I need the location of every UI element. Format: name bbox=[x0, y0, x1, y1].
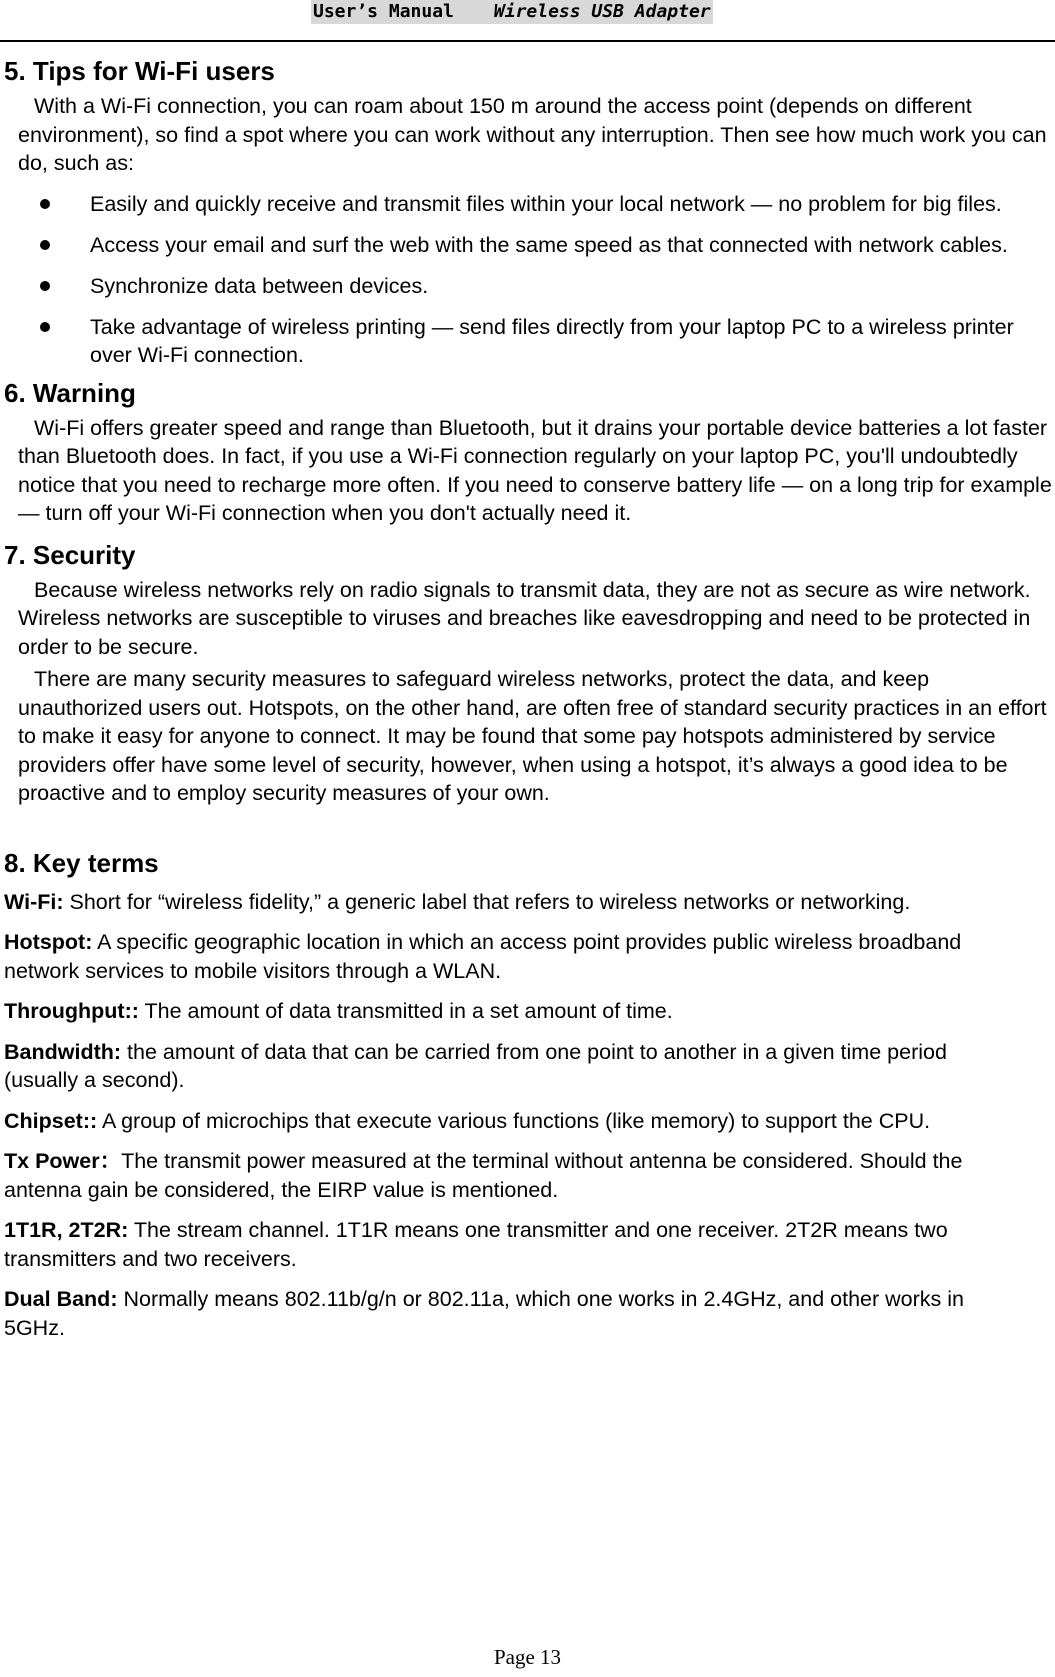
bullet-item bbox=[0, 313, 1055, 369]
bullet-text: Easily and quickly receive and transmit files within your local network — no problem for big files. bbox=[90, 191, 1002, 216]
term-definition: The transmit power measured at the terminal without antenna be considered. Should the antenna gain be considered, the EIRP value is mentioned. bbox=[4, 1149, 963, 1202]
section-paragraph: With a Wi-Fi connection, you can roam about 150 m around the access point (depends on different environment), so find a spot where you can work without any interruption. Then see how much work you can do, such as: bbox=[18, 94, 1047, 175]
section-paragraph: There are many security measures to safeguard wireless networks, protect the data, and keep unauthorized users out. Hotspots, on the other hand, are often free of standard security practices in an effort to make it easy for anyone to connect. It may be found that some pay hotspots administered by service providers offer have some level of security, however, when using a hotspot, it’s always a good idea to be proactive and to employ security measures of your own. bbox=[18, 667, 1047, 805]
section-tips bbox=[0, 54, 1055, 369]
term-name: Bandwidth: bbox=[4, 1039, 122, 1064]
bullet-text: Take advantage of wireless printing — send files directly from your laptop PC to a wireless printer over Wi-Fi connection. bbox=[90, 314, 1014, 367]
section-heading: 5. Tips for Wi-Fi users bbox=[4, 56, 275, 86]
term-name: Wi-Fi: bbox=[4, 889, 64, 914]
bullet-icon bbox=[40, 322, 50, 332]
bullet-text: Access your email and surf the web with the same speed as that connected with network cables. bbox=[90, 232, 1008, 257]
bullet-item bbox=[0, 231, 1055, 259]
term-definition: The amount of data transmitted in a set amount of time. bbox=[138, 999, 673, 1023]
page-number: Page 13 bbox=[493, 1645, 562, 1669]
term-entry bbox=[4, 1038, 1055, 1095]
term-entry bbox=[4, 928, 1055, 985]
section-heading: 8. Key terms bbox=[4, 847, 159, 878]
document-body bbox=[0, 54, 1055, 1354]
term-name: Tx Power： bbox=[4, 1149, 122, 1173]
term-definition: the amount of data that can be carried from one point to another in a given time period (usually a second). bbox=[4, 1039, 947, 1092]
term-name: Chipset:: bbox=[4, 1108, 98, 1133]
term-entry bbox=[4, 1107, 1055, 1136]
section-heading: 7. Security bbox=[4, 539, 136, 570]
header-product-title: Wireless USB Adapter bbox=[493, 1, 711, 22]
section-paragraph: Wi-Fi offers greater speed and range than Bluetooth, but it drains your portable device batteries a lot faster than Bluetooth does. In fact, if you use a Wi-Fi connection regularly on your laptop PC, you'll undoubtedly notice that you need to recharge more often. If you need to conserve battery life — on a long trip for example — turn off your Wi-Fi connection when you don't actually need it. bbox=[18, 415, 1052, 525]
term-definition: Short for “wireless fidelity,” a generic label that refers to wireless networks or networking. bbox=[63, 889, 911, 914]
section-paragraph: Because wireless networks rely on radio signals to transmit data, they are not as secure as wire network. Wireless networks are susceptible to viruses and breaches like eavesdropping and need to be protected in order to be secure. bbox=[18, 577, 1031, 659]
term-name: Hotspot: bbox=[4, 930, 93, 954]
header-banner bbox=[311, 0, 713, 24]
section-security bbox=[0, 538, 1055, 808]
term-definition: A group of microchips that execute various functions (like memory) to support the CPU. bbox=[97, 1108, 931, 1133]
header-manual-label: User’s Manual bbox=[313, 1, 454, 22]
bullet-icon bbox=[40, 199, 50, 209]
term-definition: The stream channel. 1T1R means one transmitter and one receiver. 2T2R means two transmitters and two receivers. bbox=[4, 1218, 948, 1271]
section-key-terms bbox=[0, 846, 1055, 1343]
bullet-item bbox=[0, 190, 1055, 218]
term-definition: A specific geographic location in which an access point provides public wireless broadband network services to mobile visitors through a WLAN. bbox=[4, 930, 962, 983]
page-header bbox=[0, 0, 1055, 42]
term-name: Throughput:: bbox=[4, 999, 139, 1023]
section-heading: 6. Warning bbox=[4, 377, 136, 408]
bullet-list bbox=[0, 190, 1055, 369]
bullet-icon bbox=[40, 281, 50, 291]
term-entry bbox=[4, 997, 1055, 1026]
term-definition: Normally means 802.11b/g/n or 802.11a, which one works in 2.4GHz, and other works in 5GHz. bbox=[4, 1287, 964, 1340]
bullet-item bbox=[0, 272, 1055, 300]
term-name: Dual Band: bbox=[4, 1287, 118, 1311]
bullet-icon bbox=[40, 240, 50, 250]
term-name: 1T1R, 2T2R: bbox=[4, 1218, 129, 1242]
section-warning bbox=[0, 376, 1055, 528]
term-entry bbox=[4, 1147, 1055, 1204]
term-entry bbox=[4, 1285, 1055, 1342]
term-entry bbox=[4, 888, 1055, 917]
term-entry bbox=[4, 1216, 1055, 1273]
bullet-text: Synchronize data between devices. bbox=[90, 273, 429, 298]
